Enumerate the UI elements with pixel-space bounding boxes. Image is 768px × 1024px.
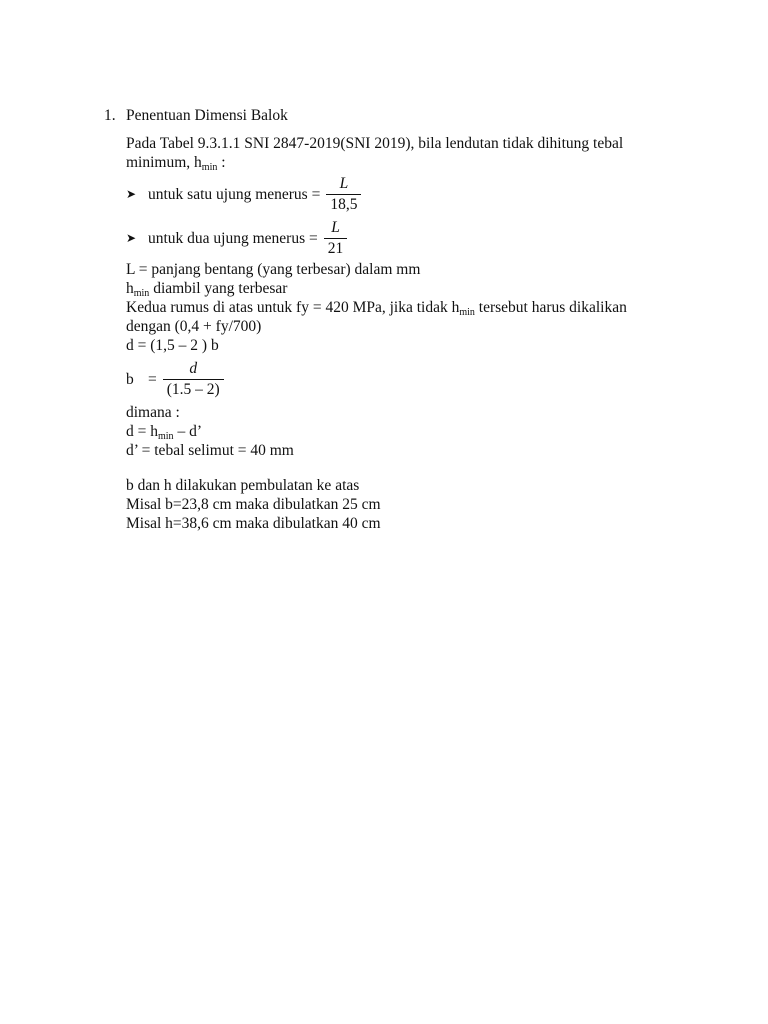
definition-dengan: dengan (0,4 + fy/700) [126, 318, 262, 335]
section-body [126, 134, 726, 533]
dimana-d-prime: d’ = tebal selimut = 40 mm [126, 442, 294, 459]
bullet-text: untuk dua ujung menerus = [148, 229, 318, 247]
rounding-line-3: Misal h=38,6 cm maka dibulatkan 40 cm [126, 515, 381, 532]
fraction-numerator: L [339, 174, 349, 192]
intro-line-1: Pada Tabel 9.3.1.1 SNI 2847-2019(SNI 2019), bila lendutan tidak dihitung tebal [126, 135, 624, 152]
paragraph-gap [126, 460, 726, 476]
section-heading [104, 106, 288, 125]
definition-kedua-rumus: Kedua rumus di atas untuk fy = 420 MPa, jika tidak $h_{min}$ tersebut harus dikalikan [126, 299, 627, 318]
dimana-label: dimana : [126, 404, 180, 421]
fraction-satu-ujung [326, 175, 361, 214]
equation-b [126, 355, 726, 403]
fraction-b [163, 360, 224, 399]
bullet-satu-ujung [126, 172, 726, 216]
fraction-denominator: 21 [327, 239, 344, 257]
fraction-numerator: L [331, 218, 340, 236]
bullet-text: untuk satu ujung menerus = [148, 185, 321, 203]
fraction-numerator: d [189, 359, 198, 377]
equation-b-label: b [126, 370, 134, 388]
rounding-line-1: b dan h dilakukan pembulatan ke atas [126, 477, 360, 494]
definition-d: d = (1,5 – 2 ) b [126, 337, 219, 354]
fraction-denominator: (1.5 – 2) [166, 380, 220, 398]
definition-L: L = panjang bentang (yang terbesar) dalam mm [126, 261, 421, 278]
section-title: Penentuan Dimensi Balok [126, 107, 288, 124]
fraction-denominator: 18,5 [330, 195, 358, 213]
bullet-dua-ujung [126, 216, 726, 260]
arrowhead-bullet-icon: ➤ [126, 230, 137, 245]
intro-line-2: minimum, $h_{min}$ : [126, 154, 226, 173]
dimana-d: $d = h_{min} - d$’ [126, 423, 202, 442]
fraction-dua-ujung [324, 219, 348, 258]
arrowhead-bullet-icon: ➤ [126, 186, 137, 201]
rounding-line-2: Misal b=23,8 cm maka dibulatkan 25 cm [126, 496, 381, 513]
equation-b-equals: = [148, 370, 157, 388]
definition-hmin: $h_{min}$ diambil yang terbesar [126, 280, 288, 299]
section-number: 1. [104, 107, 116, 124]
